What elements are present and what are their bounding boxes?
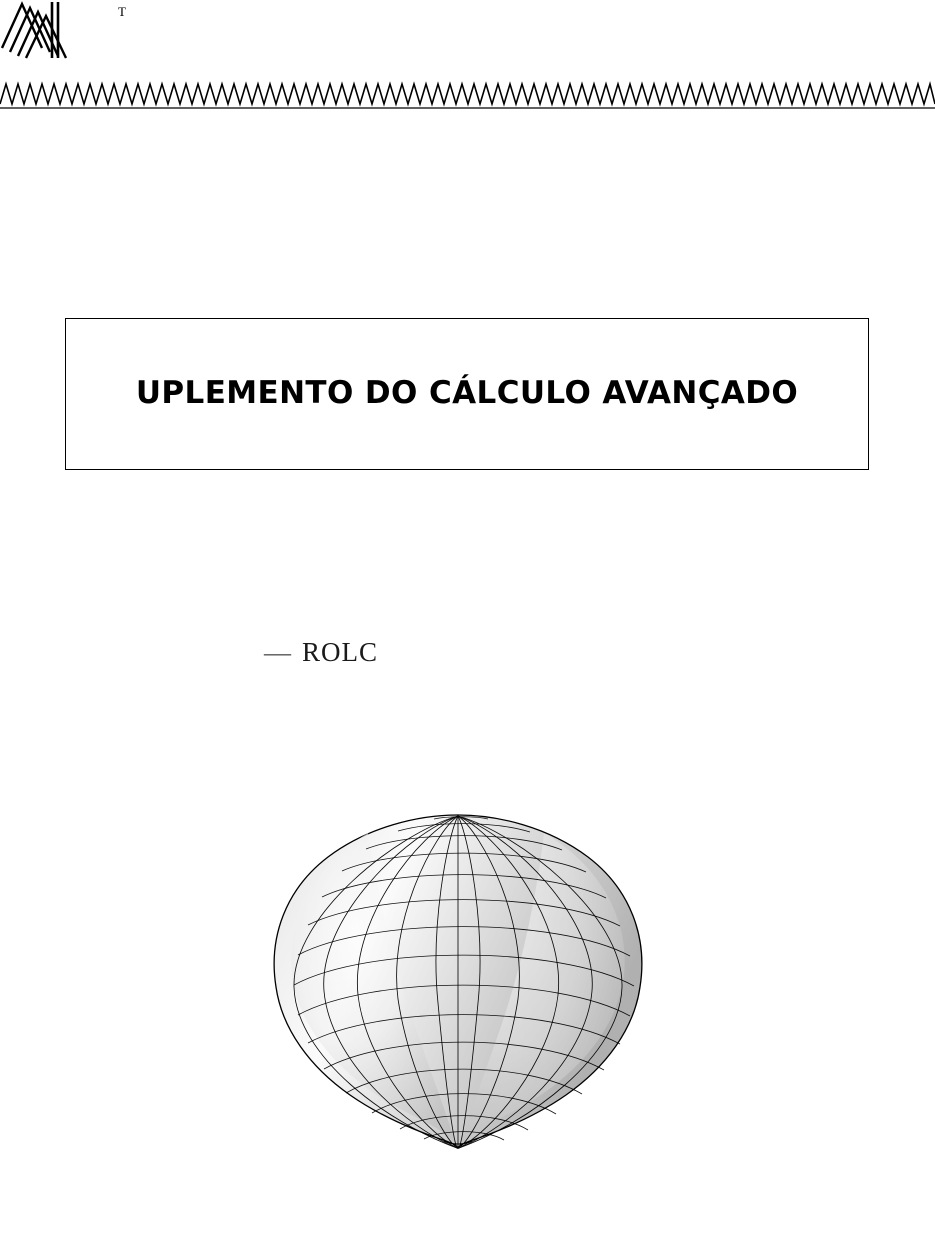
author-name: ROLC — [302, 637, 379, 667]
author-dash: — — [264, 637, 292, 667]
zigzag-horizontal-rule-icon — [0, 78, 935, 112]
page-title: UPLEMENTO DO CÁLCULO AVANÇADO — [135, 375, 799, 412]
zigzag-mountain-logo-icon — [0, 0, 120, 60]
author-line — [264, 637, 378, 668]
cover-figure — [248, 805, 668, 1175]
logo-superscript-label: T — [118, 4, 126, 19]
page-header-decoration — [0, 0, 935, 120]
heart-shaped-surface-wireframe-plot — [248, 805, 668, 1175]
document-title-box — [65, 318, 869, 470]
